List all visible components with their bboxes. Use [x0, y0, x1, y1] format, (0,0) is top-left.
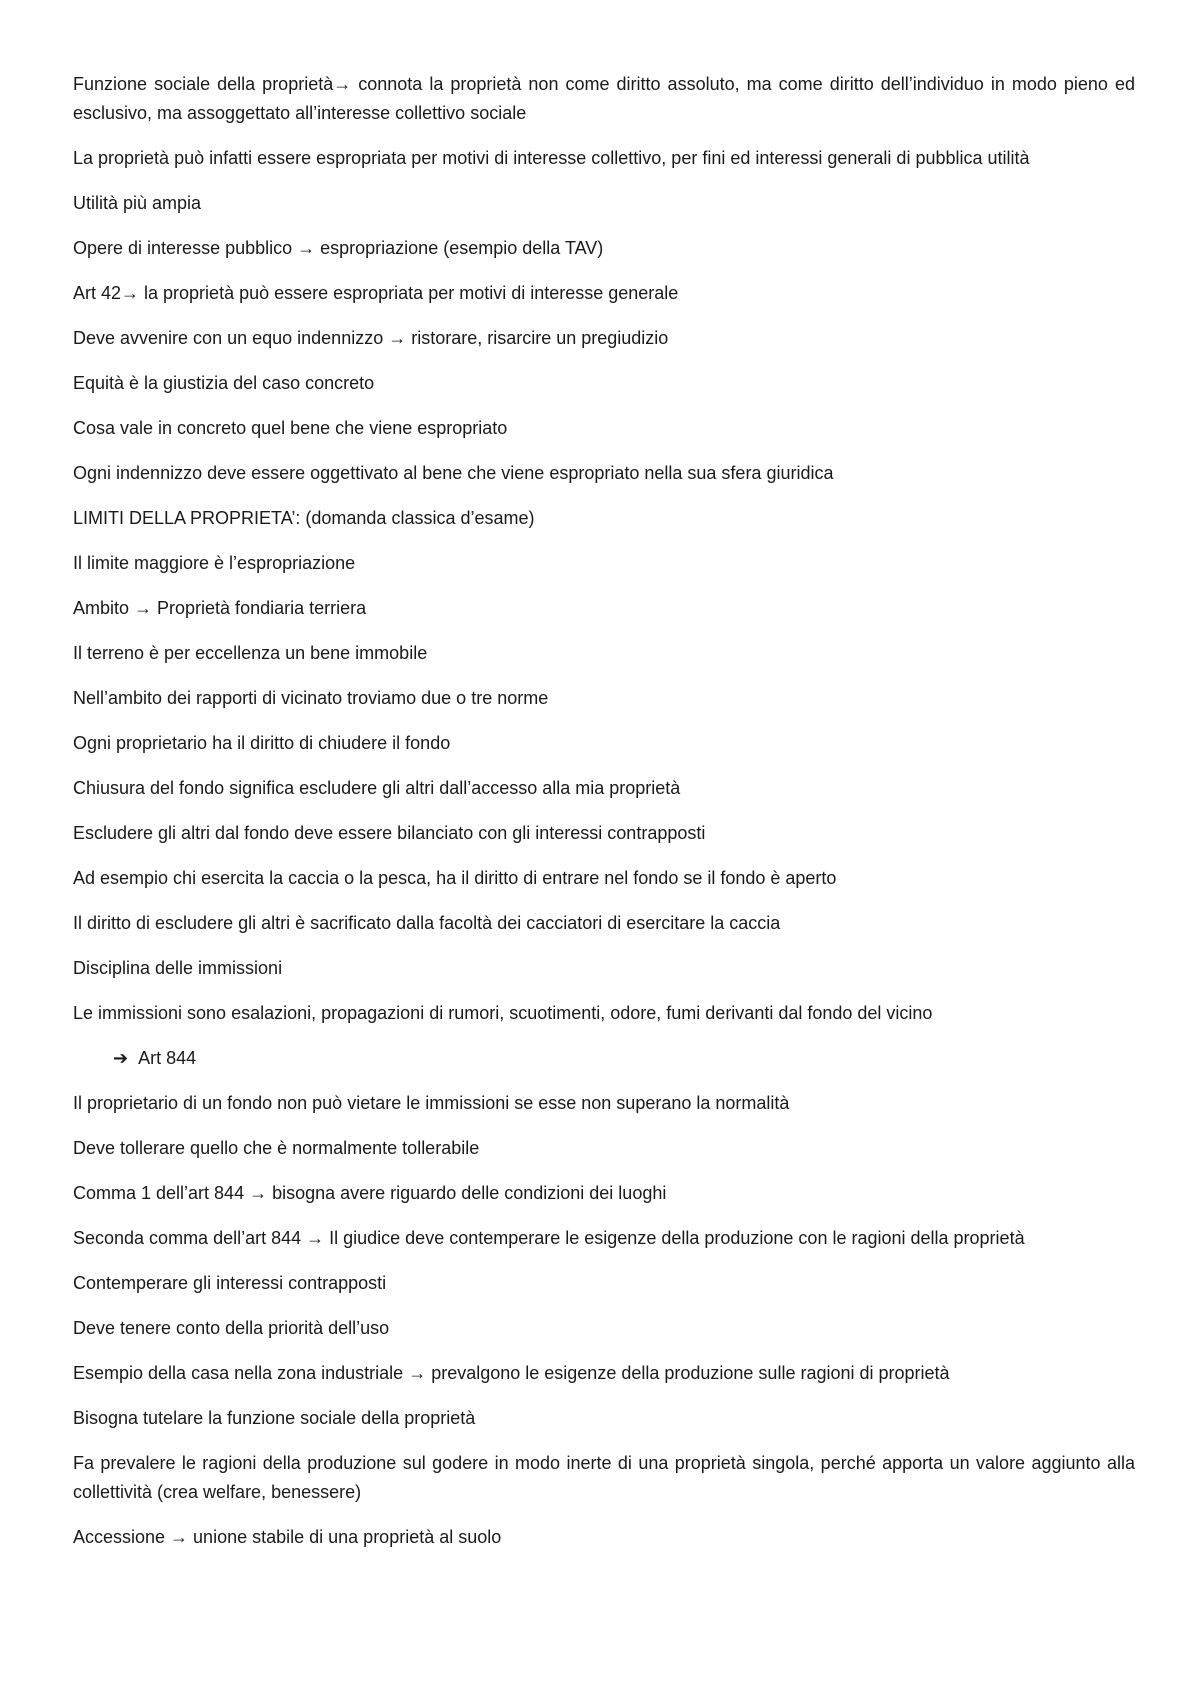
paragraph: Utilità più ampia — [73, 193, 202, 213]
paragraph: Le immissioni sono esalazioni, propagazioni di rumori, scuotimenti, odore, fumi derivanti dal fondo del vicino — [73, 1003, 933, 1023]
bullet-item — [73, 1044, 1135, 1073]
paragraph: Fa prevalere le ragioni della produzione sul godere in modo inerte di una proprietà singola, perché apporta un valore aggiunto alla collettività (crea welfare, benessere) — [73, 1453, 1135, 1502]
paragraph: Ad esempio chi esercita la caccia o la pesca, ha il diritto di entrare nel fondo se il fondo è aperto — [73, 868, 837, 888]
section-heading: LIMITI DELLA PROPRIETA’: (domanda classica d’esame) — [73, 508, 535, 528]
paragraph: Il proprietario di un fondo non può vietare le immissioni se esse non superano la normalità — [73, 1093, 790, 1113]
paragraph: Equità è la giustizia del caso concreto — [73, 373, 375, 393]
bullet-text: Art 844 — [138, 1048, 197, 1068]
paragraph: Seconda comma dell’art 844 → Il giudice deve contemperare le esigenze della produzione con le ragioni della proprietà — [73, 1228, 1025, 1248]
paragraph: Chiusura del fondo significa escludere gli altri dall’accesso alla mia proprietà — [73, 778, 681, 798]
document-page — [73, 70, 1135, 1568]
paragraph: Deve tenere conto della priorità dell’uso — [73, 1318, 390, 1338]
paragraph: Il diritto di escludere gli altri è sacrificato dalla facoltà dei cacciatori di esercitare la caccia — [73, 913, 781, 933]
paragraph: Art 42→ la proprietà può essere espropriata per motivi di interesse generale — [73, 283, 679, 303]
paragraph: La proprietà può infatti essere espropriata per motivi di interesse collettivo, per fini ed interessi generali di pubblica utilità — [73, 148, 1030, 168]
paragraph: Il limite maggiore è l’espropriazione — [73, 553, 356, 573]
paragraph: Deve tollerare quello che è normalmente tollerabile — [73, 1138, 480, 1158]
paragraph: Cosa vale in concreto quel bene che viene espropriato — [73, 418, 508, 438]
paragraph: Ogni proprietario ha il diritto di chiudere il fondo — [73, 733, 451, 753]
paragraph: Opere di interesse pubblico → espropriazione (esempio della TAV) — [73, 238, 604, 258]
paragraph: Ambito → Proprietà fondiaria terriera — [73, 598, 367, 618]
paragraph: Accessione → unione stabile di una proprietà al suolo — [73, 1527, 502, 1547]
paragraph: Nell’ambito dei rapporti di vicinato troviamo due o tre norme — [73, 688, 549, 708]
paragraph: Bisogna tutelare la funzione sociale della proprietà — [73, 1408, 476, 1428]
paragraph: Comma 1 dell’art 844 → bisogna avere riguardo delle condizioni dei luoghi — [73, 1183, 667, 1203]
paragraph: Escludere gli altri dal fondo deve essere bilanciato con gli interessi contrapposti — [73, 823, 706, 843]
paragraph: Funzione sociale della proprietà→ connota la proprietà non come diritto assoluto, ma come diritto dell’individuo in modo pieno ed esclusivo, ma assoggettato all’interesse collettivo sociale — [73, 74, 1135, 123]
paragraph: Il terreno è per eccellenza un bene immobile — [73, 643, 428, 663]
paragraph: Deve avvenire con un equo indennizzo → ristorare, risarcire un pregiudizio — [73, 328, 669, 348]
arrow-bullet-icon: ➔ — [113, 1048, 129, 1068]
paragraph: Ogni indennizzo deve essere oggettivato al bene che viene espropriato nella sua sfera giuridica — [73, 463, 834, 483]
paragraph: Contemperare gli interessi contrapposti — [73, 1273, 387, 1293]
paragraph: Esempio della casa nella zona industriale → prevalgono le esigenze della produzione sulle ragioni di proprietà — [73, 1363, 950, 1383]
paragraph: Disciplina delle immissioni — [73, 958, 283, 978]
